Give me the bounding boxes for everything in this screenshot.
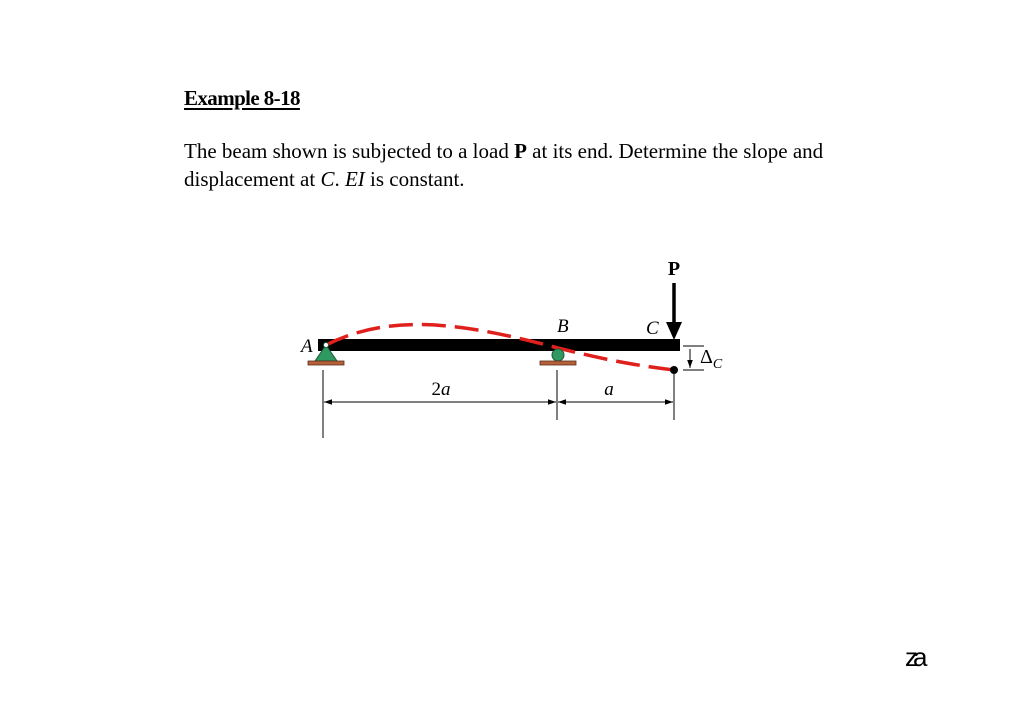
deflected-end-point <box>670 366 678 374</box>
delta-subscript: C <box>712 357 723 372</box>
span-bc-label: a <box>604 379 614 400</box>
problem-text-part2: at its end. Determine the slope and displacement at <box>184 139 824 191</box>
point-b-label: B <box>557 316 569 337</box>
delta-symbol: Δ <box>700 346 713 368</box>
span-dimensions <box>323 370 674 438</box>
load-arrow <box>666 283 682 340</box>
load-symbol: P <box>514 139 527 163</box>
span-ab-var: a <box>441 379 451 400</box>
point-c-ref: C <box>320 167 335 191</box>
beam <box>318 339 680 351</box>
deflection-label <box>700 346 723 372</box>
problem-text-part3: . <box>334 167 345 191</box>
problem-text-part4: is constant. <box>364 167 465 191</box>
ei-symbol: EI <box>344 167 365 191</box>
problem-text-part1: The beam shown is subjected to a load <box>184 139 515 163</box>
point-c-label: C <box>646 318 659 339</box>
point-a-label: A <box>301 336 313 357</box>
span-ab-label <box>432 379 451 400</box>
logo: za <box>905 642 923 672</box>
span-ab-coef: 2 <box>431 379 441 400</box>
load-p-label: P <box>667 258 681 280</box>
example-title: Example 8-18 <box>184 86 300 110</box>
